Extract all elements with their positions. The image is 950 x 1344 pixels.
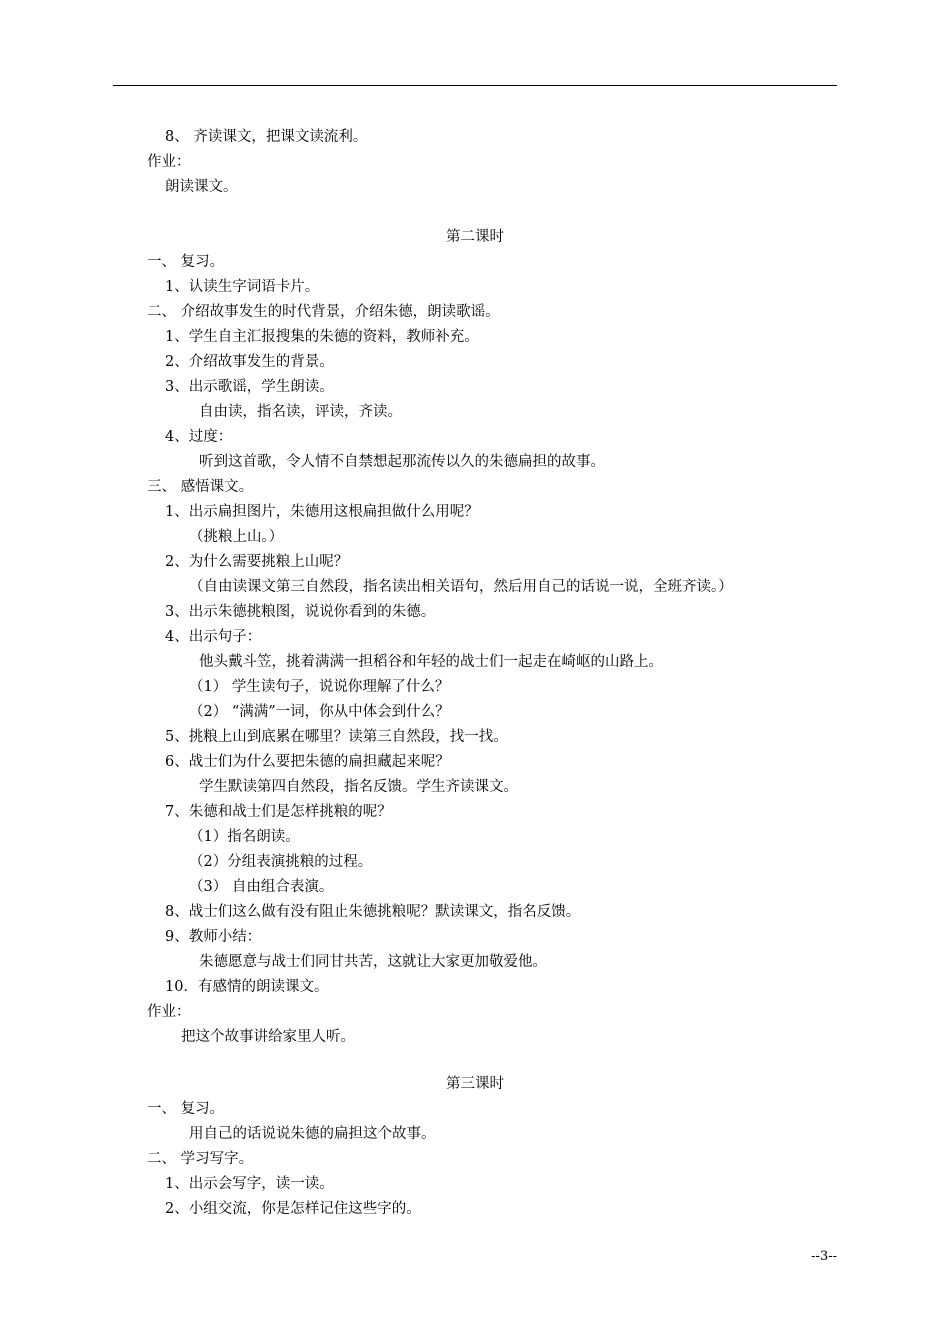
- header-rule: [113, 85, 837, 86]
- homework-label: 作业：: [147, 154, 191, 170]
- list-item: 4、过度：: [165, 429, 233, 445]
- section-review: 一、 复习。: [147, 1101, 225, 1117]
- sub-item: （2）分组表演挑粮的过程。: [189, 854, 373, 870]
- list-item-detail: 用自己的话说说朱德的扁担这个故事。: [189, 1126, 436, 1142]
- list-item: 1、出示会写字，读一读。: [165, 1176, 334, 1192]
- list-item-detail: （挑粮上山。）: [189, 529, 284, 545]
- section-writing: 二、 学习写字。: [147, 1151, 254, 1167]
- sub-item: （1）指名朗读。: [189, 829, 300, 845]
- section-background: 二、 介绍故事发生的时代背景，介绍朱德，朗读歌谣。: [147, 304, 500, 320]
- list-item: 2、介绍故事发生的背景。: [165, 354, 334, 370]
- list-item: 5、挑粮上山到底累在哪里？读第三自然段，找一找。: [165, 729, 508, 745]
- section-review: 一、 复习。: [147, 254, 225, 270]
- list-item: 8、战士们这么做有没有阻止朱德挑粮呢？默读课文，指名反馈。: [165, 904, 581, 920]
- section-comprehension: 三、 感悟课文。: [147, 479, 254, 495]
- list-item-detail: 朱德愿意与战士们同甘共苦，这就让大家更加敬爱他。: [199, 954, 547, 970]
- list-item: 3、出示歌谣，学生朗读。: [165, 379, 334, 395]
- list-item: 2、为什么需要挑粮上山呢？: [165, 554, 349, 570]
- page-number: --3--: [811, 1249, 837, 1264]
- list-item-detail: 听到这首歌，令人情不自禁想起那流传以久的朱德扁担的故事。: [199, 454, 605, 470]
- list-item-detail: 他头戴斗笠，挑着满满一担稻谷和年轻的战士们一起走在崎岖的山路上。: [199, 654, 663, 670]
- list-item: 3、出示朱德挑粮图，说说你看到的朱德。: [165, 604, 436, 620]
- list-item: 10．有感情的朗读课文。: [165, 979, 329, 995]
- list-item: 1、出示扁担图片，朱德用这根扁担做什么用呢？: [165, 504, 479, 520]
- lesson3-title: 第三课时: [446, 1076, 504, 1092]
- list-item: 7、朱德和战士们是怎样挑粮的呢？: [165, 804, 392, 820]
- homework-label: 作业：: [147, 1004, 191, 1020]
- sub-item: （2） “满满”一词，你从中体会到什么？: [189, 704, 450, 720]
- lesson2-title: 第二课时: [446, 229, 504, 245]
- list-item: 9、教师小结：: [165, 929, 262, 945]
- list-item: 6、战士们为什么要把朱德的扁担藏起来呢？: [165, 754, 450, 770]
- homework-text: 把这个故事讲给家里人听。: [181, 1029, 355, 1045]
- list-item: 1、学生自主汇报搜集的朱德的资料，教师补充。: [165, 329, 479, 345]
- sub-item: （1） 学生读句子，说说你理解了什么？: [189, 679, 450, 695]
- list-item-detail: （自由读课文第三自然段，指名读出相关语句，然后用自己的话说一说，全班齐读。）: [189, 579, 733, 595]
- homework-text: 朗读课文。: [165, 179, 238, 195]
- list-item: 1、认读生字词语卡片。: [165, 279, 320, 295]
- step-8-read-aloud: 8、 齐读课文，把课文读流利。: [165, 129, 368, 145]
- list-item: 4、出示句子：: [165, 629, 262, 645]
- list-item: 2、小组交流，你是怎样记住这些字的。: [165, 1201, 421, 1217]
- list-item-detail: 学生默读第四自然段，指名反馈。学生齐读课文。: [199, 779, 518, 795]
- list-item-detail: 自由读，指名读，评读，齐读。: [199, 404, 402, 420]
- sub-item: （3） 自由组合表演。: [189, 879, 334, 895]
